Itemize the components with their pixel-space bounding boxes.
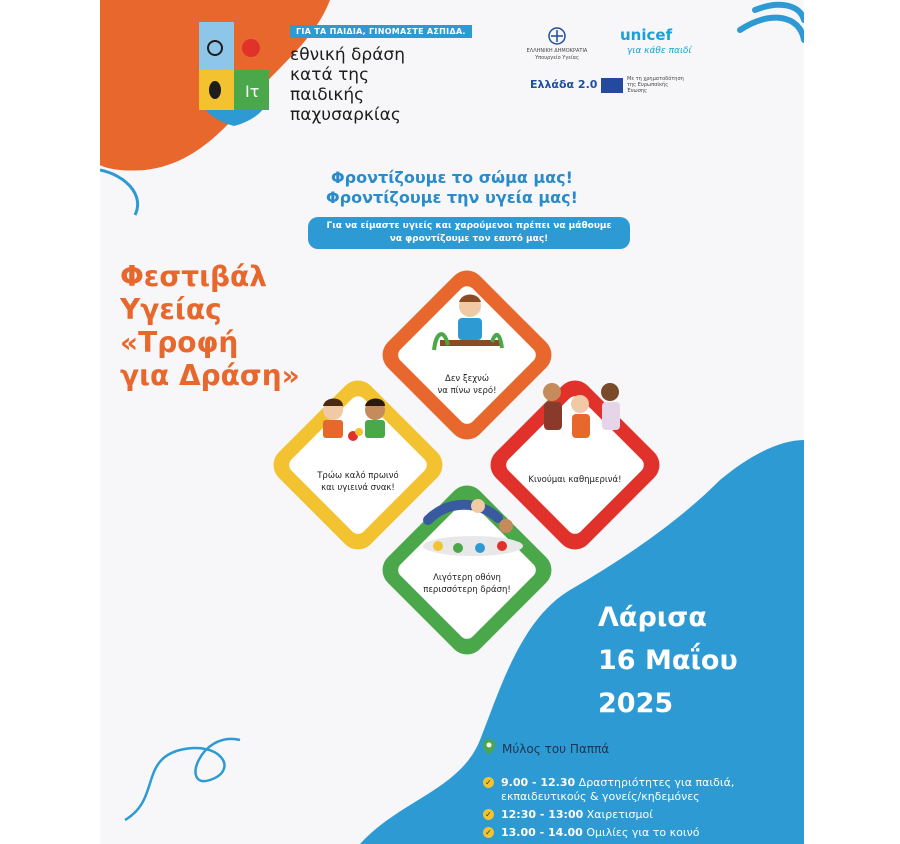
program-line: εθνική δράση: [290, 45, 405, 65]
program-title: [290, 45, 405, 125]
slogan-line-2: Φροντίζουμε την υγεία μας!: [326, 188, 578, 207]
greece20-logo: Ελλάδα 2.0: [530, 78, 598, 91]
bottom-left-swirl-icon: [125, 739, 240, 820]
pill-line: να φροντίζουμε τον εαυτό μας!: [389, 234, 549, 244]
location-pin-icon: [482, 738, 496, 756]
eu-flag-icon: [601, 78, 623, 93]
shield-logo-icon: [199, 22, 269, 126]
svg-text:Ιτ: Ιτ: [245, 82, 260, 101]
screen-label: [412, 572, 522, 596]
schedule-text-2: εκπαιδευτικούς & γονείς/κηδεμόνες: [501, 790, 700, 803]
schedule-item: [483, 776, 734, 804]
schedule-text: Ομιλίες για το κοινό: [586, 826, 700, 839]
schedule-time: 12:30 - 13:00: [501, 808, 584, 821]
festival-title-line: για Δράση»: [120, 359, 300, 392]
screen-label-line: περισσότερη δράση!: [423, 585, 511, 595]
children-running-icon: [530, 378, 630, 458]
program-line: κατά της: [290, 65, 370, 85]
pill-line: Για να είμαστε υγιείς και χαρούμενοι πρέπει να μάθουμε: [326, 221, 612, 231]
checkmark-icon: ✓: [483, 827, 494, 838]
festival-title-line: «Τροφή: [120, 326, 239, 359]
event-year: 2025: [598, 688, 674, 719]
event-city: Λάρισα: [598, 602, 707, 633]
festival-title-line: Φεστιβάλ: [120, 260, 267, 293]
program-line: παχυσαρκίας: [290, 105, 401, 125]
schedule-text: Χαιρετισμοί: [586, 808, 653, 821]
event-info: [598, 596, 738, 725]
move-label: Κινούμαι καθημερινά!: [528, 475, 622, 485]
unicef-subtitle: για κάθε παιδί: [627, 46, 692, 56]
hellenic-republic-label: ΕΛΛΗΝΙΚΗ ΔΗΜΟΚΡΑΤΙΑ: [526, 48, 588, 54]
breakfast-label: [303, 470, 413, 494]
water-label: [412, 373, 522, 397]
screen-label-line: Λιγότερη οθόνη: [433, 573, 501, 583]
water-label-line: Δεν ξεχνώ: [445, 374, 489, 384]
venue-label: Μύλος του Παππά: [502, 742, 610, 756]
checkmark-icon: ✓: [483, 809, 494, 820]
water-label-line: να πίνω νερό!: [437, 386, 497, 396]
schedule-time: 9.00 - 12.30: [501, 776, 576, 789]
child-drinking-water-icon: [430, 290, 510, 360]
eu-funding-label: Με τη χρηματοδότηση της Ευρωπαϊκής Ένωσης: [627, 76, 684, 94]
program-line: παιδικής: [290, 85, 365, 105]
hellenic-ministry-label: Υπουργείο Υγείας: [535, 55, 579, 61]
breakfast-label-line: και υγιεινά σνακ!: [321, 483, 395, 493]
festival-title: [120, 260, 300, 392]
twister-game-icon: [418, 490, 528, 560]
schedule-item: [483, 808, 653, 822]
breakfast-label-line: Τρώω καλό πρωινό: [317, 471, 399, 481]
event-date: 16 Μαΐου: [598, 645, 738, 676]
festival-title-line: Υγείας: [120, 293, 222, 326]
top-swirl-icon: [740, 5, 804, 40]
poster: [100, 0, 804, 844]
unicef-logo: unicef: [620, 26, 673, 44]
children-eating-icon: [315, 392, 395, 452]
info-pill: [308, 217, 630, 249]
schedule-text: Δραστηριότητες για παιδιά,: [578, 776, 735, 789]
schedule-item: [483, 826, 699, 840]
slogan-line-1: Φροντίζουμε το σώμα μας!: [331, 168, 573, 187]
tagline-banner: ΓΙΑ ΤΑ ΠΑΙΔΙΑ, ΓΙΝΟΜΑΣΤΕ ΑΣΠΙΔΑ.: [290, 25, 472, 38]
checkmark-icon: ✓: [483, 777, 494, 788]
greek-emblem-icon: [547, 26, 567, 46]
schedule-time: 13.00 - 14.00: [501, 826, 583, 839]
